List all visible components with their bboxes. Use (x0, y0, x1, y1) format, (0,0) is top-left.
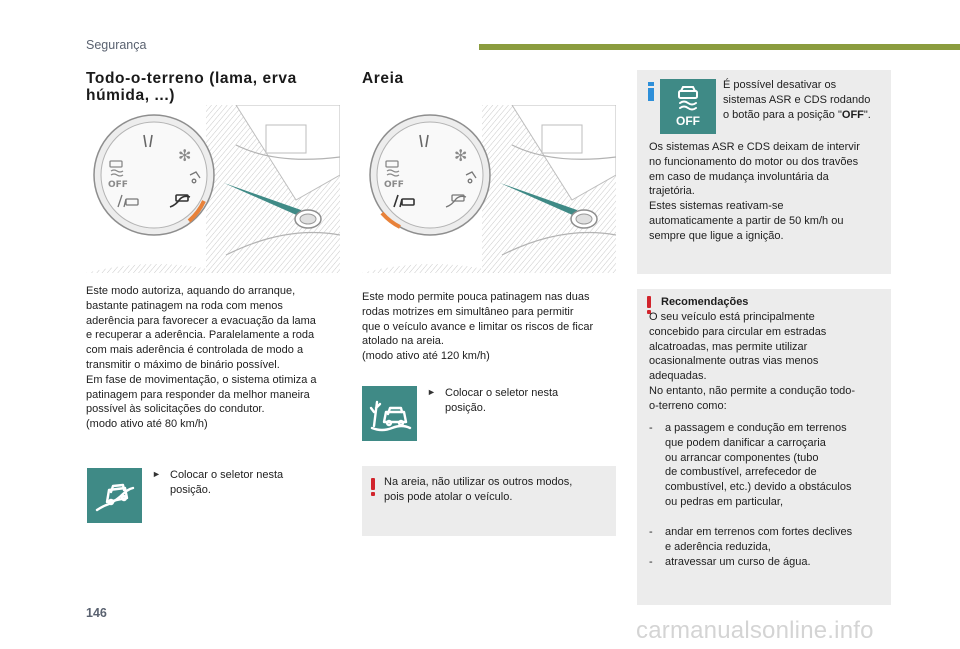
list-item-text: atravessar um curso de água. (665, 556, 811, 568)
sand-mode-icon (368, 392, 412, 436)
sand-mode-tile (362, 386, 417, 441)
page-number: 146 (86, 606, 107, 620)
svg-text:✻: ✻ (454, 146, 468, 165)
offroad-instruction-line2: posição. (170, 484, 211, 496)
list-item (649, 555, 889, 571)
recommendations-body: O seu veículo está principalmente concebido para circular em estradas alcatroadas, mas permite utilizar ocasionalmente outras vias menos adequadas. No entanto, não permite a condução todo- o-terreno como: (649, 311, 856, 412)
recommendations-box (637, 289, 891, 605)
warning-icon (371, 478, 375, 496)
info-intro (723, 78, 889, 122)
mode-dial (94, 115, 214, 235)
sand-illustration (362, 105, 616, 273)
offroad-mode-icon (93, 474, 137, 518)
sand-instruction-line2: posição. (445, 402, 486, 414)
list-item (649, 421, 889, 525)
off-tile (660, 79, 716, 134)
list-dash: - (649, 526, 653, 538)
list-item-text: andar em terrenos com fortes declives e aderência reduzida, (665, 526, 853, 553)
mode-dial (370, 115, 490, 235)
offroad-description: Este modo autoriza, aquando do arranque, bastante patinagem na roda com menos aderência para favorecer a evacuação da lama e recuperar a aderência. Paralelamente a roda com mais aderência é controlada de modo a transmitir o máximo de binário possível. Em fase de movimentação, o sistema otimiza a patinagem para responder da melhor maneira possível às solicitações do condutor. (modo ativo até 80 km/h) (86, 285, 317, 431)
offroad-title (86, 70, 297, 104)
sand-description: Este modo permite pouca patinagem nas duas rodas motrizes em simultâneo para permitir que o veículo avance e limitar os riscos de ficar atolado na areia. (modo ativo até 120 km/h) (362, 291, 594, 363)
svg-text:OFF: OFF (108, 180, 128, 190)
recommendations-heading: Recomendações (661, 296, 749, 308)
sand-instruction-line1: Colocar o seletor nesta (445, 387, 559, 399)
svg-text:OFF: OFF (676, 114, 700, 128)
sand-warning-text: Na areia, não utilizar os outros modos, pois pode atolar o veículo. (384, 476, 573, 503)
offroad-title-line1: Todo-o-terreno (lama, erva (86, 70, 297, 87)
triangle-bullet-icon: ► (427, 387, 436, 397)
info-intro-bold: OFF (841, 108, 864, 121)
triangle-bullet-icon: ► (152, 469, 161, 479)
header-section-label: Segurança (86, 38, 147, 52)
watermark: carmanualsonline.info (636, 617, 874, 644)
info-box (637, 70, 891, 274)
list-item-text: a passagem e condução em terrenos que podem danificar a carroçaria ou arrancar componentes (tubo de combustível, arrefecedor de combustível, etc.) devido a obstáculos ou pedras em particular, (665, 422, 852, 508)
info-intro-pre: É possível desativar os sistemas ASR e CDS rodando o botão para a posição " (723, 79, 871, 121)
list-dash: - (649, 556, 653, 568)
sand-warning-box (362, 466, 616, 536)
offroad-title-line2: húmida, ...) (86, 87, 176, 104)
offroad-instruction-line1: Colocar o seletor nesta (170, 469, 284, 481)
asr-off-icon (660, 79, 716, 134)
svg-text:OFF: OFF (384, 180, 404, 190)
list-item (649, 525, 889, 555)
offroad-illustration (86, 105, 340, 273)
offroad-instruction (152, 467, 342, 498)
info-intro-post: ". (863, 108, 871, 121)
header-rule (479, 44, 960, 50)
list-dash: - (649, 422, 653, 434)
info-body: Os sistemas ASR e CDS deixam de intervir no funcionamento do motor ou dos travões em caso de mudança involuntária da trajetória. Estes sistemas reativam-se automaticamente a partir de 50 km/h ou sempre que ligue a ignição. (649, 141, 860, 242)
sand-instruction (427, 385, 617, 416)
recommendations-list (649, 421, 889, 571)
sand-title: Areia (362, 70, 404, 87)
svg-text:✻: ✻ (178, 146, 192, 165)
info-icon (648, 82, 654, 101)
offroad-mode-tile (87, 468, 142, 523)
